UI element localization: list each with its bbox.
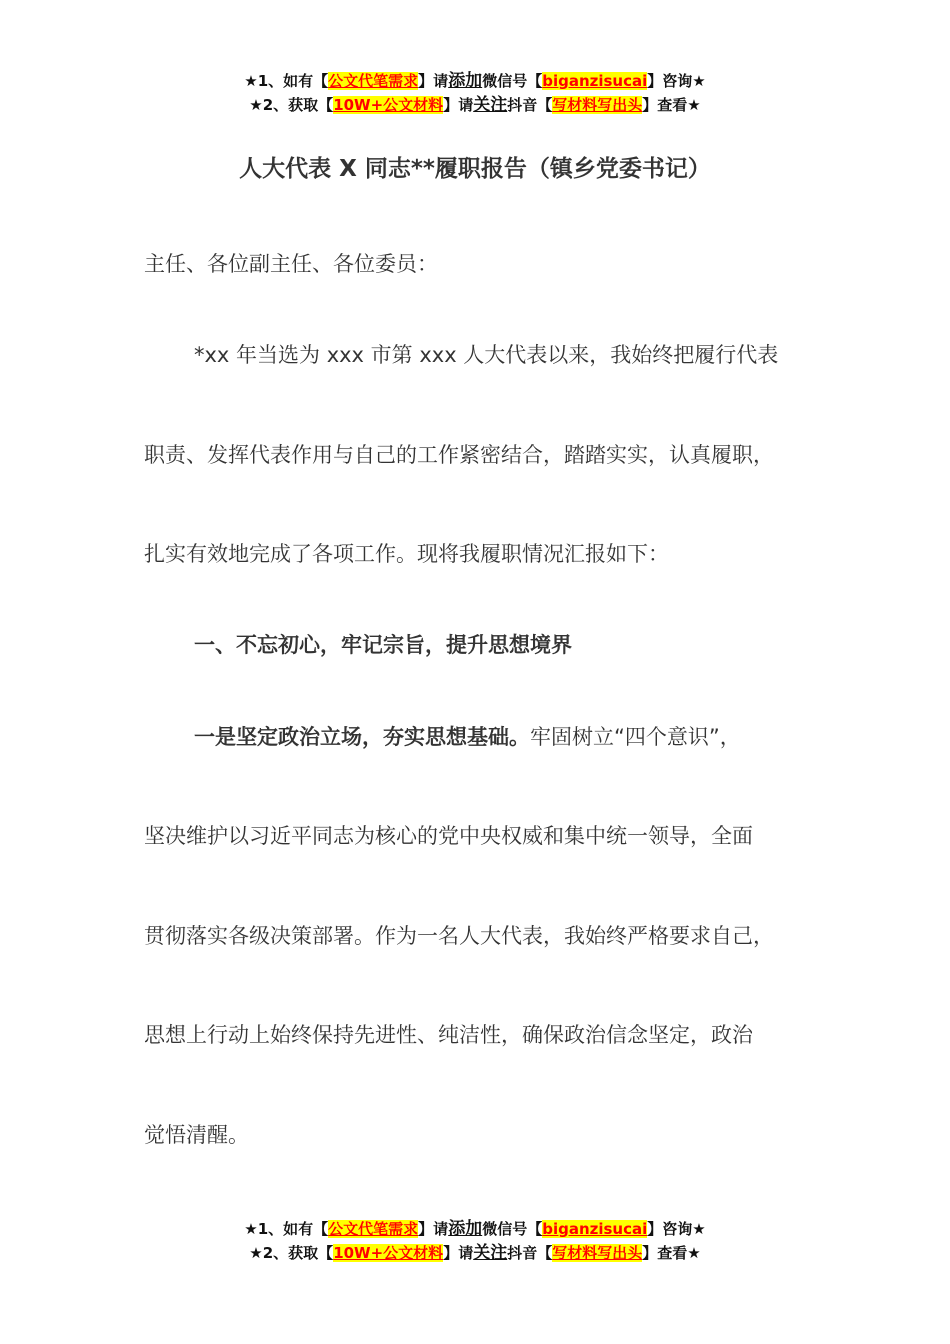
paragraph-text: 牢固树立“四个意识”， (530, 725, 741, 749)
promo-highlight: biganzisucai (542, 1220, 648, 1238)
promo-text: 抖音【 (507, 96, 553, 114)
promo-text: 微信号【 (482, 1220, 543, 1238)
paragraph-line: 贯彻落实各级决策部署。作为一名人大代表，我始终严格要求自己， (144, 924, 774, 948)
paragraph-line: 扎实有效地完成了各项工作。现将我履职情况汇报如下： (144, 542, 669, 566)
paragraph-line: 职责、发挥代表作用与自己的工作紧密结合，踏踏实实，认真履职， (144, 443, 774, 467)
promo-emphasis: 关注 (473, 95, 508, 115)
promo-text: 】咨询★ (647, 72, 706, 90)
promo-line-2 (0, 1241, 950, 1265)
promo-text: ★1、如有【 (244, 1220, 329, 1238)
promo-text: 】请 (443, 96, 474, 114)
promo-highlight: 公文代笔需求 (328, 72, 419, 90)
paragraph-line: 思想上行动上始终保持先进性、纯洁性，确保政治信念坚定，政治 (144, 1023, 753, 1047)
promo-text: 】咨询★ (647, 1220, 706, 1238)
promo-text: ★2、获取【 (249, 96, 334, 114)
promo-line-2 (0, 93, 950, 117)
section-heading: 一、不忘初心，牢记宗旨，提升思想境界 (194, 633, 572, 657)
promo-line-1 (0, 1217, 950, 1241)
paragraph-line: 坚决维护以习近平同志为核心的党中央权威和集中统一领导，全面 (144, 824, 753, 848)
promo-highlight: biganzisucai (542, 72, 648, 90)
promo-emphasis: 添加 (448, 71, 483, 91)
promo-text: 微信号【 (482, 72, 543, 90)
promo-text: 】请 (443, 1244, 474, 1262)
promo-banner-bottom (0, 1217, 950, 1265)
promo-text: 】请 (418, 1220, 449, 1238)
promo-emphasis: 关注 (473, 1243, 508, 1263)
promo-banner-top (0, 69, 950, 117)
promo-text: 】查看★ (642, 96, 701, 114)
paragraph-line (194, 722, 741, 752)
promo-text: 】请 (418, 72, 449, 90)
promo-highlight: 写材料写出头 (552, 1244, 643, 1262)
paragraph-line: *xx 年当选为 xxx 市第 xxx 人大代表以来，我始终把履行代表 (194, 343, 779, 367)
paragraph-line: 觉悟清醒。 (144, 1123, 249, 1147)
paragraph-lead: 一是坚定政治立场，夯实思想基础。 (194, 725, 530, 749)
promo-highlight: 公文代笔需求 (328, 1220, 419, 1238)
promo-line-1 (0, 69, 950, 93)
promo-emphasis: 添加 (448, 1219, 483, 1239)
promo-highlight: 10W+公文材料 (333, 1244, 444, 1262)
document-title: 人大代表 X 同志**履职报告（镇乡党委书记） (239, 156, 711, 182)
promo-highlight: 写材料写出头 (552, 96, 643, 114)
promo-text: 抖音【 (507, 1244, 553, 1262)
promo-text: 】查看★ (642, 1244, 701, 1262)
promo-highlight: 10W+公文材料 (333, 96, 444, 114)
salutation: 主任、各位副主任、各位委员： (144, 252, 438, 276)
promo-text: ★2、获取【 (249, 1244, 334, 1262)
promo-text: ★1、如有【 (244, 72, 329, 90)
